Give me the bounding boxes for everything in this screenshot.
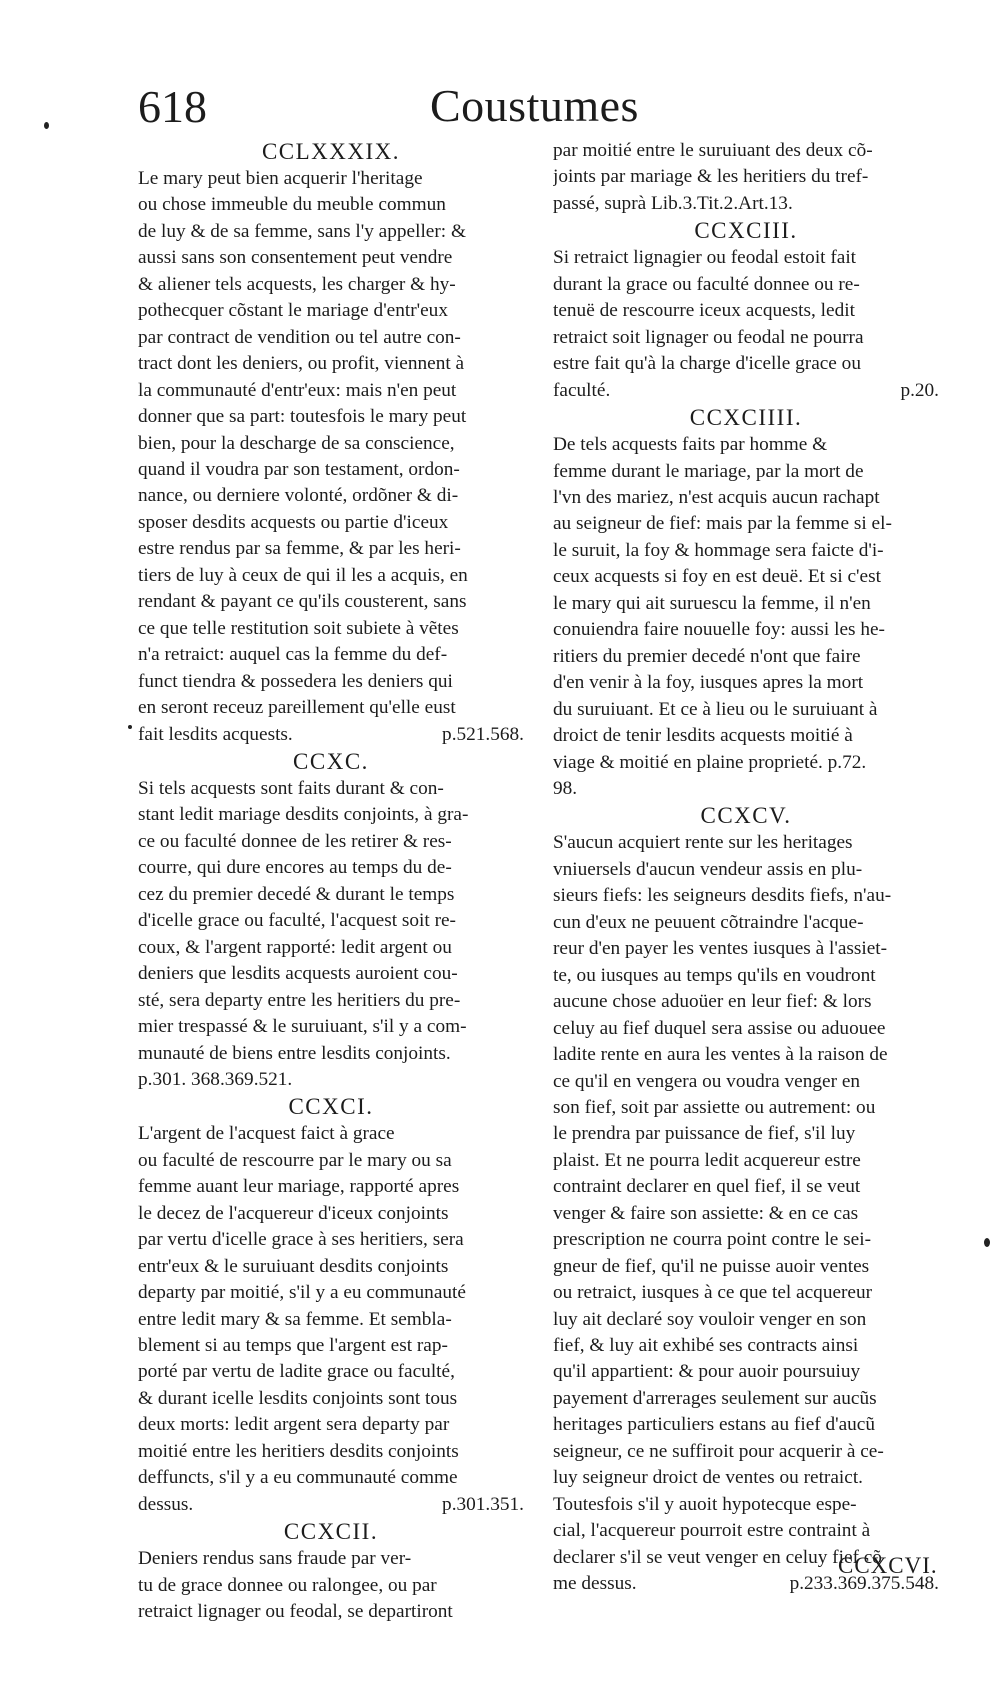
- text-line: heritages particuliers estans au fief d'aucũ: [553, 1414, 876, 1436]
- text-line: deniers que lesdits acquests auroient cou-: [138, 963, 458, 985]
- article-heading: CCXCV.: [700, 803, 792, 829]
- article-section: [553, 217, 939, 404]
- text-line: luy seigneur droict de ventes ou retraict.: [553, 1467, 863, 1489]
- text-line: me dessus.: [553, 1573, 637, 1595]
- text-line: par vertu d'icelle grace à ses heritiers, sera: [138, 1229, 464, 1251]
- text-line: cial, l'acquereur pourroit estre contraint à: [553, 1520, 871, 1542]
- ink-speck: [128, 725, 132, 729]
- text-line: pothecquer cõstant le mariage d'entr'eux: [138, 300, 448, 322]
- page-references: p.301.351.: [442, 1493, 524, 1515]
- text-line: munauté de biens entre lesdits conjoints.: [138, 1042, 451, 1064]
- article-section: [138, 1518, 524, 1625]
- text-line: Si tels acquests sont faits durant & con-: [138, 777, 444, 799]
- text-line: blement si au temps que l'argent est rap-: [138, 1335, 448, 1357]
- page-references: p.521.568.: [442, 723, 524, 745]
- article-heading: CCLXXXIX.: [261, 139, 401, 164]
- text-line: ou chose immeuble du meuble commun: [138, 194, 446, 216]
- running-title: Coustumes: [430, 80, 639, 131]
- text-line-with-refs: [138, 722, 524, 748]
- ink-speck: [984, 1238, 990, 1247]
- text-line: L'argent de l'acquest faict à grace: [138, 1123, 395, 1145]
- text-line: donner que sa part: toutesfois le mary peut: [138, 406, 467, 428]
- text-line: son fief, soit par assiette ou autrement: ou: [553, 1096, 876, 1118]
- text-line: faculté.: [553, 379, 611, 401]
- text-line-with-refs: [138, 1492, 524, 1518]
- text-line: luy ait declaré soy vouloir venger en son: [553, 1308, 867, 1330]
- page-references: p.233.369.375.548.: [789, 1573, 939, 1595]
- text-line: ou retraict, iusques à ce que tel acquereur: [553, 1282, 873, 1304]
- text-line: aucune chose aduoüer en leur fief: & lors: [553, 991, 872, 1013]
- text-line: courre, qui dure encores au temps du de-: [138, 857, 452, 879]
- right-column: [553, 138, 939, 1598]
- text-line: dessus.: [138, 1493, 194, 1515]
- text-line: femme durant le mariage, par la mort de: [553, 460, 864, 482]
- text-line: declarer s'il se veut venger en celuy fief cõ: [553, 1546, 882, 1568]
- text-line: Toutesfois s'il y auoit hypotecque espe-: [553, 1493, 857, 1515]
- text-line: le decez de l'acquereur d'iceux conjoints: [138, 1202, 449, 1224]
- text-line: la communauté d'entr'eux: mais n'en peut: [138, 379, 457, 401]
- text-line: estre rendus par sa femme, & par les heri-: [138, 538, 461, 560]
- page-references: p.20.: [900, 379, 939, 401]
- text-line: moitié entre les heritiers desdits conjoints: [138, 1440, 459, 1462]
- text-line: sposer desdits acquests ou partie d'iceux: [138, 511, 449, 533]
- article-heading: CCXCIII.: [694, 218, 798, 244]
- text-line: tract dont les deniers, ou profit, viennent à: [138, 353, 465, 375]
- article-text: [553, 432, 939, 802]
- text-line: le suruit, la foy & hommage sera faicte d'i-: [553, 539, 884, 561]
- text-line: gneur de fief, qu'il ne puisse auoir ventes: [553, 1255, 870, 1277]
- text-line: nance, ou derniere volonté, ordõner & di-: [138, 485, 459, 507]
- text-line: funct tiendra & possedera les deniers qui: [138, 670, 453, 692]
- article-section: [553, 802, 939, 1597]
- text-line: du suruiuant. Et ce à lieu ou le suruiuant à: [553, 698, 878, 720]
- text-line: ou faculté de rescourre par le mary ou sa: [138, 1149, 452, 1171]
- text-line: sieurs fiefs: les seigneurs desdits fiefs, n'au-: [553, 885, 892, 907]
- text-line: & durant icelle lesdits conjoints sont tous: [138, 1387, 458, 1409]
- text-line: deffuncts, s'il y a eu communauté comme: [138, 1467, 458, 1489]
- text-line: conuiendra faire nouuelle foy: aussi les he-: [553, 619, 885, 641]
- text-line: entre ledit mary & sa femme. Et sembla-: [138, 1308, 452, 1330]
- left-column: [138, 138, 524, 1626]
- text-line: mier trespassé & le suruiuant, s'il y a com-: [138, 1016, 467, 1038]
- text-line: tiers de luy à ceux de qui il les a acquis, en: [138, 564, 468, 586]
- text-line: joints par mariage & les heritiers du tref-: [553, 166, 869, 188]
- catchword: CCXCVI.: [838, 1553, 938, 1578]
- article-heading: CCXCII.: [283, 1519, 379, 1545]
- text-line: S'aucun acquiert rente sur les heritages: [553, 832, 853, 854]
- text-line: ladite rente en aura les ventes à la raison de: [553, 1044, 888, 1066]
- text-line: retraict lignager ou feodal, se departiront: [138, 1601, 453, 1623]
- text-line: droict de tenir lesdits acquests moitié à: [553, 725, 853, 747]
- text-line: p.301. 368.369.521.: [138, 1068, 293, 1090]
- text-line: Deniers rendus sans fraude par ver-: [138, 1548, 412, 1570]
- text-line: ce que telle restitution soit subiete à vẽtes: [138, 617, 459, 639]
- text-line: ceux acquests si foy en est deuë. Et si c'est: [553, 566, 881, 588]
- text-line: par moitié entre le suruiuant des deux cõ-: [553, 140, 873, 161]
- text-line: entr'eux & le suruiuant desdits conjoints: [138, 1255, 449, 1277]
- article-text: [553, 830, 939, 1597]
- article-section: [553, 138, 939, 217]
- article-section: [138, 1093, 524, 1518]
- text-line: bien, pour la descharge de sa conscience,: [138, 432, 455, 454]
- text-line-with-refs: [553, 378, 939, 404]
- ink-speck: [44, 122, 49, 129]
- text-line: ritiers du premier decedé n'ont que faire: [553, 645, 861, 667]
- text-line: estre fait qu'à la charge d'icelle grace ou: [553, 353, 861, 375]
- text-line: l'vn des mariez, n'est acquis aucun rachapt: [553, 486, 880, 508]
- text-line: prescription ne courra point contre le sei-: [553, 1229, 872, 1251]
- text-line: cun d'eux ne peuuent cõtraindre l'acque-: [553, 911, 864, 933]
- text-line: fief, & luy ait exhibé ses contracts ainsi: [553, 1335, 859, 1357]
- text-line: femme auant leur mariage, rapporté apres: [138, 1176, 460, 1198]
- text-line: & aliener tels acquests, les charger & hy-: [138, 273, 456, 295]
- text-line: n'a retraict: auquel cas la femme du def-: [138, 644, 448, 666]
- text-line: deux morts: ledit argent sera departy par: [138, 1414, 450, 1436]
- text-line: contraint declarer en quel fief, il se veut: [553, 1176, 861, 1198]
- text-line: passé, suprà Lib.3.Tit.2.Art.13.: [553, 192, 793, 214]
- article-section: [138, 138, 524, 748]
- text-line: porté par vertu de ladite grace ou faculté,: [138, 1361, 455, 1383]
- text-line: stant ledit mariage desdits conjoints, à gra-: [138, 804, 469, 826]
- text-line: le mary qui ait suruescu la femme, il n'en: [553, 592, 871, 614]
- text-line: ce qu'il en vengera ou voudra venger en: [553, 1070, 861, 1092]
- text-line: departy par moitié, s'il y a eu communauté: [138, 1282, 466, 1304]
- article-section: [138, 748, 524, 1093]
- text-line: Le mary peut bien acquerir l'heritage: [138, 168, 423, 189]
- page-number: 618: [138, 81, 207, 132]
- article-text: [138, 1546, 524, 1625]
- text-line: seigneur, ce ne suffiroit pour acquerir à ce-: [553, 1440, 884, 1462]
- text-line: d'en venir à la foy, iusques apres la mort: [553, 672, 864, 694]
- text-line: sté, sera departy entre les heritiers du pre-: [138, 989, 461, 1011]
- article-heading: CCXC.: [293, 748, 369, 774]
- text-line: te, ou iusques au temps qu'ils en voudront: [553, 964, 876, 986]
- text-line: quand il voudra par son testament, ordon-: [138, 458, 460, 480]
- article-text: [138, 776, 524, 1093]
- article-text: [138, 1121, 524, 1518]
- text-line: ce ou faculté donnee de les retirer & res-: [138, 830, 452, 852]
- text-line: au seigneur de fief: mais par la femme si el-: [553, 513, 892, 535]
- text-line: cez du premier decedé & durant le temps: [138, 883, 455, 905]
- text-line: de luy & de sa femme, sans l'y appeller: &: [138, 220, 466, 242]
- text-line: aussi sans son consentement peut vendre: [138, 247, 453, 269]
- article-heading: CCXCI.: [288, 1094, 374, 1120]
- text-line: rendant & payant ce qu'ils cousterent, sans: [138, 591, 467, 613]
- text-line: durant la grace ou faculté donnee ou re-: [553, 273, 860, 295]
- text-line: fait lesdits acquests.: [138, 723, 293, 745]
- text-line: Si retraict lignagier ou feodal estoit fait: [553, 247, 857, 269]
- text-line: De tels acquests faits par homme &: [553, 434, 828, 456]
- text-line: coux, & l'argent rapporté: ledit argent ou: [138, 936, 452, 958]
- text-line: venger & faire son assiette: & en ce cas: [553, 1202, 859, 1224]
- article-heading: CCXCIIII.: [689, 405, 803, 431]
- text-line: qu'il appartient: & pour auoir poursuiuy: [553, 1361, 861, 1383]
- text-line: d'icelle grace ou faculté, l'acquest soit re-: [138, 910, 456, 932]
- text-line: celuy au fief duquel sera assise ou aduouee: [553, 1017, 886, 1039]
- text-line: tu de grace donnee ou ralongee, ou par: [138, 1574, 437, 1596]
- text-line: viage & moitié en plaine proprieté. p.72.: [553, 751, 867, 773]
- text-line: tenuë de rescourre iceux acquests, ledit: [553, 300, 855, 322]
- text-line: payement d'arrerages seulement sur aucũs: [553, 1387, 877, 1409]
- text-line: plaist. Et ne pourra ledit acquereur estre: [553, 1149, 861, 1171]
- text-line: 98.: [553, 777, 578, 799]
- article-text: [553, 245, 939, 404]
- article-text: [138, 166, 524, 748]
- text-line: reur d'en payer les ventes iusques à l'assiet-: [553, 938, 888, 960]
- article-text: [553, 138, 939, 217]
- text-line: vniuersels d'aucun vendeur assis en plu-: [553, 858, 863, 880]
- text-line: par contract de vendition ou tel autre con-: [138, 326, 461, 348]
- text-line: retraict soit lignager ou feodal ne pourra: [553, 326, 864, 348]
- text-line: le prendra par puissance de fief, s'il luy: [553, 1123, 856, 1145]
- text-line: en seront receuz pareillement qu'elle eust: [138, 697, 456, 719]
- article-section: [553, 404, 939, 802]
